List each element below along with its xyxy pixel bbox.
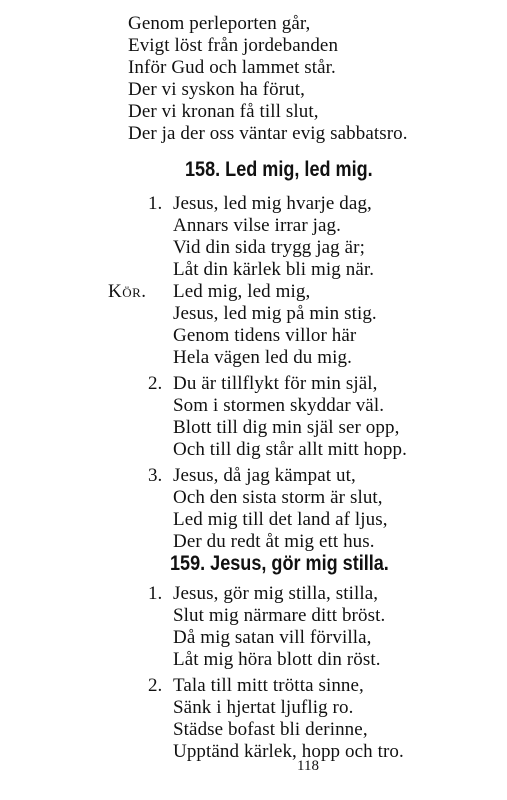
verse-line: Jesus, led mig hvarje dag, xyxy=(173,193,372,214)
stanza-line: Der vi kronan få till slut, xyxy=(128,101,319,122)
verse-line: Annars vilse irrar jag. xyxy=(173,215,341,236)
verse-line: Städse bofast bli derinne, xyxy=(173,719,368,740)
chorus-line: Hela vägen led du mig. xyxy=(173,347,352,368)
verse-line: Sänk i hjertat ljuflig ro. xyxy=(173,697,354,718)
verse-line: Vid din sida trygg jag är; xyxy=(173,237,365,258)
verse-line: Du är tillflykt för min själ, xyxy=(173,373,378,394)
hymn-title-159: 159. Jesus, gör mig stilla. xyxy=(170,552,389,575)
verse-number: 2. xyxy=(148,675,163,696)
chorus-line: Jesus, led mig på min stig. xyxy=(173,303,377,324)
verse-line: Som i stormen skyddar väl. xyxy=(173,395,385,416)
stanza-line: Evigt löst från jordebanden xyxy=(128,35,339,56)
verse-line: Och den sista storm är slut, xyxy=(173,487,383,508)
stanza-line: Genom perleporten går, xyxy=(128,13,311,34)
page-number: 118 xyxy=(297,758,319,774)
verse-number: 2. xyxy=(148,373,163,394)
verse-line: Och till dig står allt mitt hopp. xyxy=(173,439,407,460)
verse-line: Låt mig höra blott din röst. xyxy=(173,649,381,670)
stanza-line: Der ja der oss väntar evig sabbatsro. xyxy=(128,123,408,144)
hymn-title-158: 158. Led mig, led mig. xyxy=(185,158,373,181)
verse-line: Jesus, då jag kämpat ut, xyxy=(173,465,356,486)
chorus-line: Genom tidens villor här xyxy=(173,325,357,346)
verse-line: Upptänd kärlek, hopp och tro. xyxy=(173,741,404,762)
verse-number: 1. xyxy=(148,193,163,214)
chorus-label: Kör. xyxy=(108,281,147,302)
verse-number: 3. xyxy=(148,465,163,486)
verse-line: Då mig satan vill förvilla, xyxy=(173,627,372,648)
verse-line: Låt din kärlek bli mig när. xyxy=(173,259,375,280)
verse-line: Blott till dig min själ ser opp, xyxy=(173,417,400,438)
verse-line: Tala till mitt trötta sinne, xyxy=(173,675,364,696)
verse-line: Jesus, gör mig stilla, stilla, xyxy=(173,583,379,604)
stanza-line: Der vi syskon ha förut, xyxy=(128,79,305,100)
verse-number: 1. xyxy=(148,583,163,604)
verse-line: Slut mig närmare ditt bröst. xyxy=(173,605,386,626)
verse-line: Led mig till det land af ljus, xyxy=(173,509,388,530)
verse-line: Der du redt åt mig ett hus. xyxy=(173,531,375,552)
chorus-line: Led mig, led mig, xyxy=(173,281,311,302)
stanza-line: Inför Gud och lammet står. xyxy=(128,57,336,78)
